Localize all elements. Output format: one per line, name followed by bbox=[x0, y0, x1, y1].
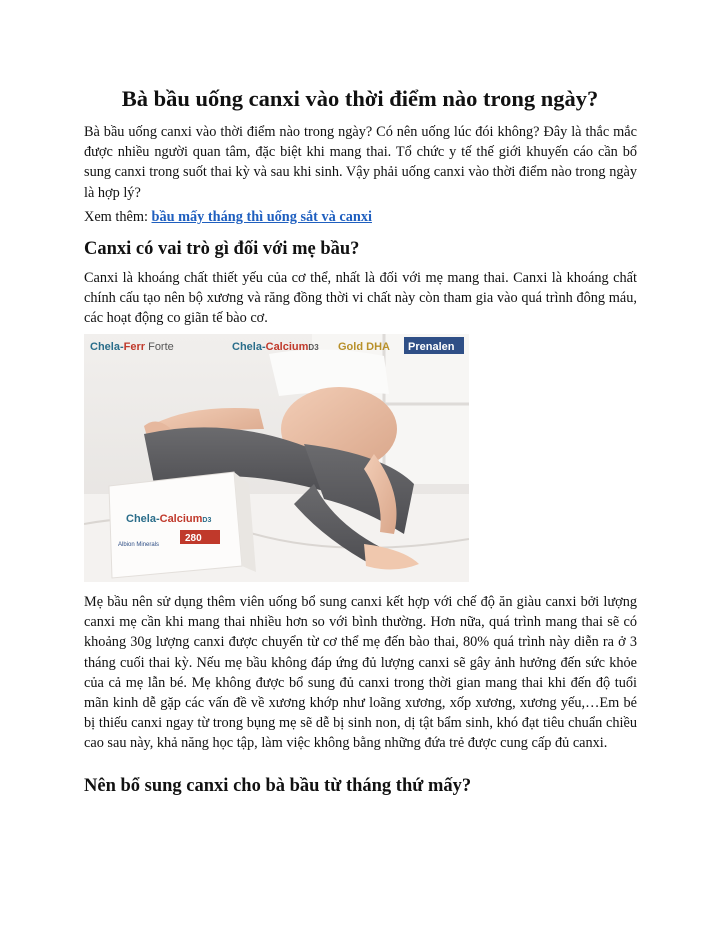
brand-prenalen: Prenalen bbox=[408, 341, 455, 353]
brand-chela-calcium-name: Calcium bbox=[265, 341, 309, 353]
pregnant-woman-photo bbox=[84, 334, 469, 582]
brand-chela-ferr-name: Ferr bbox=[123, 341, 146, 353]
brand-chela-calcium-prefix: Chela- bbox=[232, 341, 266, 353]
intro-paragraph: Bà bầu uống canxi vào thời điểm nào trong ngày? Có nên uống lúc đói không? Đây là thắc mắc được nhiều người quan tâm, đặc biệt khi mang thai. Tổ chức y tế thế giới khuyến cáo cần bổ sung canxi trong suốt thai kỳ và sau khi sinh. Vậy phải uống canxi vào thời điểm nào trong ngày là hợp lý? bbox=[84, 124, 637, 201]
calcium-needs-paragraph: Mẹ bầu nên sử dụng thêm viên uống bổ sung canxi kết hợp với chế độ ăn giàu canxi bởi lượng canxi mẹ cần khi mang thai nhiều hơn so với bình thường. Hơn nữa, quá trình mang thai sẽ có khoảng 30g lượng canxi được chuyển từ cơ thể mẹ đến bào thai, 80% quá trình này diễn ra ở 3 tháng cuối thai kỳ. Nếu mẹ bầu không đáp ứng đủ lượng canxi sẽ gây ảnh hưởng đến sức khỏe của cả mẹ lẫn bé. Mẹ không được bổ sung đủ canxi trong thời gian mang thai khi đến độ tuổi mãn kinh dễ gặp các vấn đề về xương khớp như loãng xương, xốp xương, xương yếu,…Em bé bị thiếu canxi ngay từ trong bụng mẹ sẽ dễ bị sinh non, dị tật bẩm sinh, khó đạt tiêu chuẩn chiều cao sau này, khả năng học tập, làm việc không bằng những đứa trẻ được cung cấp đủ canxi. bbox=[84, 594, 637, 752]
product-box-label-2: Calcium bbox=[159, 513, 203, 525]
see-more-link[interactable]: bầu mấy tháng thì uống sắt và canxi bbox=[151, 209, 372, 225]
product-box-label-1: Chela- bbox=[126, 513, 160, 525]
brand-gold-dha bbox=[338, 341, 390, 353]
product-box-shape bbox=[109, 472, 242, 578]
brand-gold-dha-dha: DHA bbox=[366, 341, 390, 353]
product-box-label-3: D3 bbox=[202, 517, 212, 524]
brand-chela-calcium-d3: D3 bbox=[308, 343, 319, 352]
product-box-dose: 280 bbox=[185, 533, 202, 544]
brand-chela-ferr-prefix: Chela- bbox=[90, 341, 124, 353]
section-calcium-role-paragraph: Canxi là khoáng chất thiết yếu của cơ thể, nhất là đối với mẹ mang thai. Canxi là khoáng chất chính cấu tạo nên bộ xương và răng đồng thời vi chất này còn tham gia vào quá trình đông máu, các hoạt động co giãn tế bào cơ. bbox=[84, 270, 637, 327]
brand-chela-calcium bbox=[232, 341, 319, 353]
page-title: Bà bầu uống canxi vào thời điểm nào trong ngày? bbox=[121, 86, 599, 111]
product-box bbox=[109, 472, 256, 578]
brand-chela-ferr bbox=[90, 341, 174, 353]
brand-gold-dha-gold: Gold bbox=[338, 341, 364, 353]
section-heading-calcium-role: Canxi có vai trò gì đối với mẹ bầu? bbox=[84, 239, 360, 259]
see-more-line bbox=[84, 207, 372, 227]
brand-chela-ferr-forte: Forte bbox=[148, 341, 174, 353]
see-more-prefix: Xem thêm: bbox=[84, 209, 152, 225]
product-box-badge: Albion Minerals bbox=[118, 542, 160, 548]
product-box-label bbox=[126, 513, 211, 525]
section-heading-which-month: Nên bổ sung canxi cho bà bầu từ tháng thứ mấy? bbox=[84, 776, 472, 796]
